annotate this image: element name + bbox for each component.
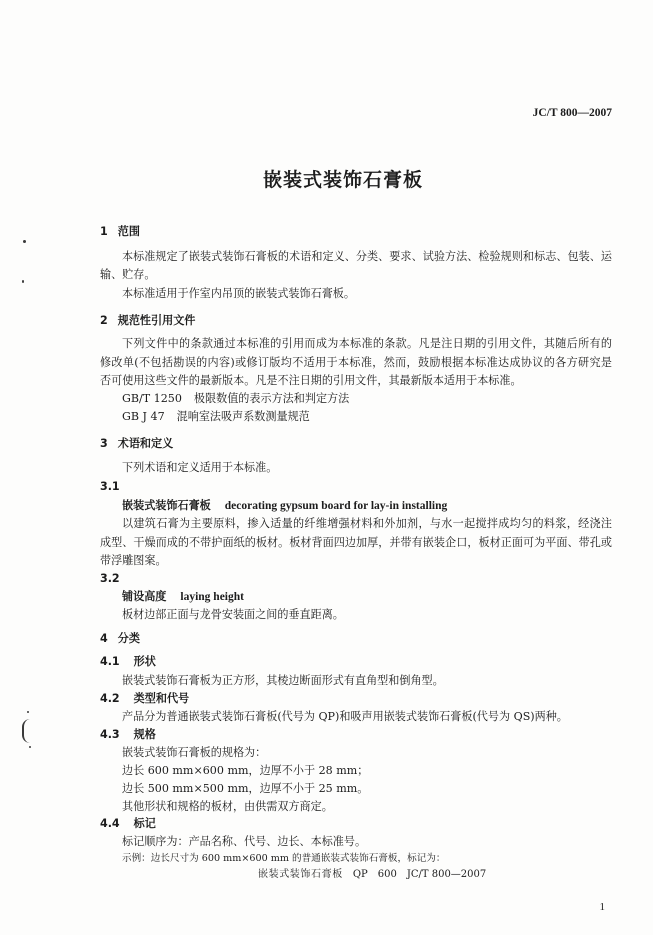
scan-mark — [29, 746, 31, 748]
subsection-title: 形状 — [133, 655, 156, 668]
paragraph-line: 本标准适用于作室内吊顶的嵌装式装饰石膏板。 — [122, 287, 355, 300]
scan-mark — [22, 280, 24, 283]
subsection-heading — [100, 655, 156, 669]
marking-code: QP — [352, 869, 368, 880]
scan-mark — [22, 719, 30, 743]
paragraph-line: 本标准规定了嵌装式装饰石膏板的术语和定义、分类、要求、试验方法、检验规则和标志、包装、运 — [122, 250, 612, 263]
subsection-heading — [100, 692, 189, 706]
section-heading — [100, 314, 195, 328]
subsection-number: 4.3 — [100, 728, 120, 741]
paragraph-line: 输、贮存。 — [100, 268, 156, 281]
section-heading — [100, 225, 140, 239]
spec-line: 边长 500 mm×500 mm，边厚不小于 25 mm。 — [122, 782, 369, 795]
definition-line: 以建筑石膏为主要原料，掺入适量的纤维增强材料和外加剂，与水一起搅拌成均匀的料浆，经浇注 — [122, 517, 612, 530]
paragraph-line: 其他形状和规格的板材，由供需双方商定。 — [122, 800, 333, 813]
term-chinese: 嵌装式装饰石膏板 — [122, 499, 211, 512]
spec-line: 边长 600 mm×600 mm，边厚不小于 28 mm； — [122, 764, 369, 777]
reference-code: GB/T 1250 — [122, 392, 182, 405]
definition-line: 成型、干燥而成的不带护面纸的板材。板材背面四边加厚，并带有嵌装企口，板材正面可为平面、带孔或 — [100, 536, 612, 549]
scan-mark — [27, 711, 29, 713]
page-number: 1 — [599, 901, 605, 913]
definition-line: 带浮雕图案。 — [100, 554, 167, 567]
subsection-number: 4.4 — [100, 817, 120, 830]
subsection-title: 标记 — [133, 817, 156, 830]
term-entry — [122, 590, 244, 604]
section-title: 规范性引用文件 — [117, 314, 196, 327]
marking-size: 600 — [377, 869, 397, 880]
section-number: 3 — [100, 437, 108, 450]
paragraph-line: 嵌装式装饰石膏板的规格为： — [122, 746, 267, 759]
term-english: laying height — [180, 591, 244, 603]
section-title: 术语和定义 — [117, 437, 174, 450]
section-heading — [100, 632, 140, 646]
section-number: 2 — [100, 314, 108, 327]
paragraph-line: 标记顺序为：产品名称、代号、边长、本标准号。 — [122, 835, 367, 848]
marking-standard: JC/T 800—2007 — [406, 869, 487, 880]
paragraph-line: 下列文件中的条款通过本标准的引用而成为本标准的条款。凡是注日期的引用文件，其随后所有的 — [122, 337, 612, 350]
reference-title: 极限数值的表示方法和判定方法 — [193, 392, 350, 405]
paragraph-line: 下列术语和定义适用于本标准。 — [122, 461, 278, 474]
subsection-title: 类型和代号 — [133, 692, 190, 705]
example-note: 示例：边长尺寸为 600 mm×600 mm 的普通嵌装式装饰石膏板，标记为： — [122, 853, 446, 864]
section-number: 1 — [100, 225, 108, 238]
section-heading — [100, 437, 173, 451]
marking-example — [258, 868, 486, 882]
scan-mark — [23, 240, 26, 243]
definition-line: 板材边部正面与龙骨安装面之间的垂直距离。 — [122, 608, 344, 621]
term-number: 3.1 — [100, 480, 120, 493]
reference-code: GB J 47 — [122, 410, 165, 423]
subsection-number: 4.1 — [100, 655, 120, 668]
term-chinese: 铺设高度 — [122, 590, 167, 603]
section-title: 分类 — [117, 632, 140, 645]
reference-item — [122, 392, 349, 406]
marking-product-name: 嵌装式装饰石膏板 — [258, 869, 343, 880]
document-title: 嵌装式装饰石膏板 — [262, 169, 423, 191]
paragraph-line: 嵌装式装饰石膏板为正方形，其棱边断面形式有直角型和倒角型。 — [122, 674, 444, 687]
subsection-title: 规格 — [133, 728, 156, 741]
term-entry — [122, 499, 447, 513]
standard-number-header: JC/T 800—2007 — [532, 107, 612, 119]
section-title: 范围 — [117, 225, 140, 238]
paragraph-line: 产品分为普通嵌装式装饰石膏板(代号为 QP)和吸声用嵌装式装饰石膏板(代号为 QS)两种。 — [122, 710, 568, 723]
subsection-heading — [100, 817, 156, 831]
subsection-number: 4.2 — [100, 692, 120, 705]
paragraph-line: 修改单(不包括勘误的内容)或修订版均不适用于本标准，然而，鼓励根据本标准达成协议的各方研究是 — [100, 356, 612, 369]
subsection-heading — [100, 728, 156, 742]
reference-item — [122, 410, 310, 424]
reference-title: 混响室法吸声系数测量规范 — [176, 410, 310, 423]
paragraph-line: 否可使用这些文件的最新版本。凡是不注日期的引用文件，其最新版本适用于本标准。 — [100, 374, 522, 387]
section-number: 4 — [100, 632, 108, 645]
term-english: decorating gypsum board for lay-in installing — [224, 500, 448, 512]
term-number: 3.2 — [100, 572, 120, 585]
